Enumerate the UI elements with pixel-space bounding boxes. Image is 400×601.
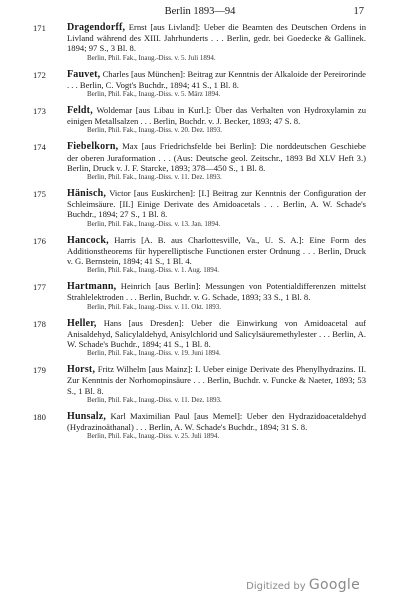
entry-title: Max [aus Friedrichsfelde bei Berlin]: Die norddeutschen Geschiebe der oberen Juraformation . . . (Aus: Deutsche geol. Zeitschr., 1893 Bd XLV Heft 3.) Berlin, Druck v. J. F. Starcke, 1893; 378—450 S., 1 Bl. 8. [67, 141, 366, 173]
bibliography-entry [0, 281, 400, 311]
entry-author: Feldt, [67, 105, 93, 117]
bibliography-entry [0, 69, 400, 99]
entry-number: 176 [33, 235, 46, 246]
bibliography-entry [0, 141, 400, 182]
entry-title: Harris [A. B. aus Charlottesville, Va., U. S. A.]: Eine Form des Additionstheorems für hyperelliptische Functionen erster Ordnung . . . Berlin, Druck v. G. Bernstein, 1894; 41 S., 1 Bl. 4. [67, 234, 366, 267]
entry-number: 174 [33, 142, 46, 153]
entry-author: Hancock, [67, 234, 109, 246]
entry-dissertation-note: Berlin, Phil. Fak., Inaug.-Diss. v. 1. Aug. 1894. [87, 266, 219, 275]
entry-number: 179 [33, 365, 46, 376]
entry-title: Heinrich [aus Berlin]: Messungen von Potentialdifferenzen mittelst Strahlelektroden . . . Berlin, Buchdr. v. G. Schade, 1893; 33 S., 1 Bl. 8. [67, 281, 366, 303]
entry-dissertation-note: Berlin, Phil. Fak., Inaug.-Diss. v. 11. Okt. 1893. [87, 302, 222, 311]
entry-dissertation-note: Berlin, Phil. Fak., Inaug.-Diss. v. 5. Juli 1894. [87, 53, 216, 62]
entry-dissertation-note: Berlin, Phil. Fak., Inaug.-Diss. v. 5. März 1894. [87, 90, 221, 99]
entry-number: 180 [33, 411, 46, 422]
entry-number: 171 [33, 23, 46, 33]
watermark [246, 577, 360, 593]
entry-dissertation-note: Berlin, Phil. Fak., Inaug.-Diss. v. 11. Dez. 1893. [87, 395, 222, 404]
entry-number: 177 [33, 282, 46, 293]
entry-author: Dragendorff, [67, 22, 126, 33]
entry-number: 172 [33, 69, 46, 80]
entry-author: Fauvet, [67, 68, 101, 80]
entry-title: Victor [aus Euskirchen]: [I.] Beitrag zur Kenntnis der Configuration der Schleimsäure. [II.] Einige Derivate des Amidoacetals . . . Berlin, A. W. Schade's Buchdr., 1894; 27 S., 1 Bl. 8. [67, 188, 366, 220]
entry-author: Hunsalz, [67, 410, 107, 422]
watermark-prefix: Digitized by [246, 581, 306, 592]
page-number: 17 [353, 6, 364, 17]
bibliography-entry [0, 318, 400, 359]
entry-dissertation-note: Berlin, Phil. Fak., Inaug.-Diss. v. 20. Dez. 1893. [87, 126, 223, 135]
entry-title: Woldemar [aus Libau in Kurl.]: Über das Verhalten von Hydroxylamin zu einigen Metallsalzen . . . Berlin, Buchdr. v. J. Becker, 1893; 47 S. 8. [67, 105, 367, 127]
entry-title: Ernst [aus Livland]: Ueber die Beamten des Deutschen Ordens in Livland während des XIII. Jahrhunderts . . . Berlin, gedr. bei Goedecke & Gallinek. 1894; 97 S., 3 Bl. 8. [67, 22, 366, 54]
entry-dissertation-note: Berlin, Phil. Fak., Inaug.-Diss. v. 19. Juni 1894. [87, 349, 221, 358]
entry-title: Karl Maximilian Paul [aus Memel]: Ueber den Hydrazidoacetaldehyd (Hydrazinoäthanal) . . . Berlin, A. W. Schade's Buchdr., 1894; 31 S. 8. [67, 410, 366, 433]
entry-title: Hans [aus Dresden]: Ueber die Einwirkung von Amidoacetal auf Anisaldehyd, Salicylaldehyd, Anisylchlorid und Salicylsäuremethylester . . . Berlin, A. W. Schade's Buchdr., 1894; 41 S., 1 Bl. 8. [67, 317, 366, 350]
entry-dissertation-note: Berlin, Phil. Fak., Inaug.-Diss. v. 25. Juli 1894. [87, 432, 220, 441]
running-title: Berlin 1893—94 [164, 6, 236, 17]
bibliography-entry [0, 364, 400, 405]
entry-title: Fritz Wilhelm [aus Mainz]: I. Ueber einige Derivate des Phenylhydrazins. II. Zur Kenntnis der Norhomopinsäure . . . Berlin, Buchdr. v. Funcke & Naeter, 1893; 53 S., 1 Bl. 8. [67, 364, 366, 396]
bibliography-entry [0, 411, 400, 441]
entry-author: Heller, [67, 317, 97, 329]
entry-number: 175 [33, 189, 46, 200]
entry-dissertation-note: Berlin, Phil. Fak., Inaug.-Diss. v. 13. Jan. 1894. [87, 219, 221, 228]
bibliography-entry [0, 188, 400, 229]
entry-title: Charles [aus München]: Beitrag zur Kenntnis der Alkaloide der Pereirorinde . . . Berlin, C. Vogt's Buchdr., 1894; 41 S., 1 Bl. 8. [67, 68, 366, 90]
entry-author: Hartmann, [67, 281, 117, 293]
bibliography-entry [0, 22, 400, 63]
entry-number: 178 [33, 318, 46, 329]
bibliography-entry [0, 235, 400, 276]
entry-author: Hänisch, [67, 188, 107, 200]
entry-dissertation-note: Berlin, Phil. Fak., Inaug.-Diss. v. 11. Dez. 1893. [87, 173, 222, 182]
page-header [0, 6, 400, 20]
entry-list [0, 22, 400, 447]
entry-author: Horst, [67, 364, 96, 376]
entry-author: Fiebelkorn, [67, 141, 119, 153]
watermark-brand: Google [308, 577, 360, 593]
entry-number: 173 [33, 106, 46, 117]
bibliography-entry [0, 105, 400, 135]
